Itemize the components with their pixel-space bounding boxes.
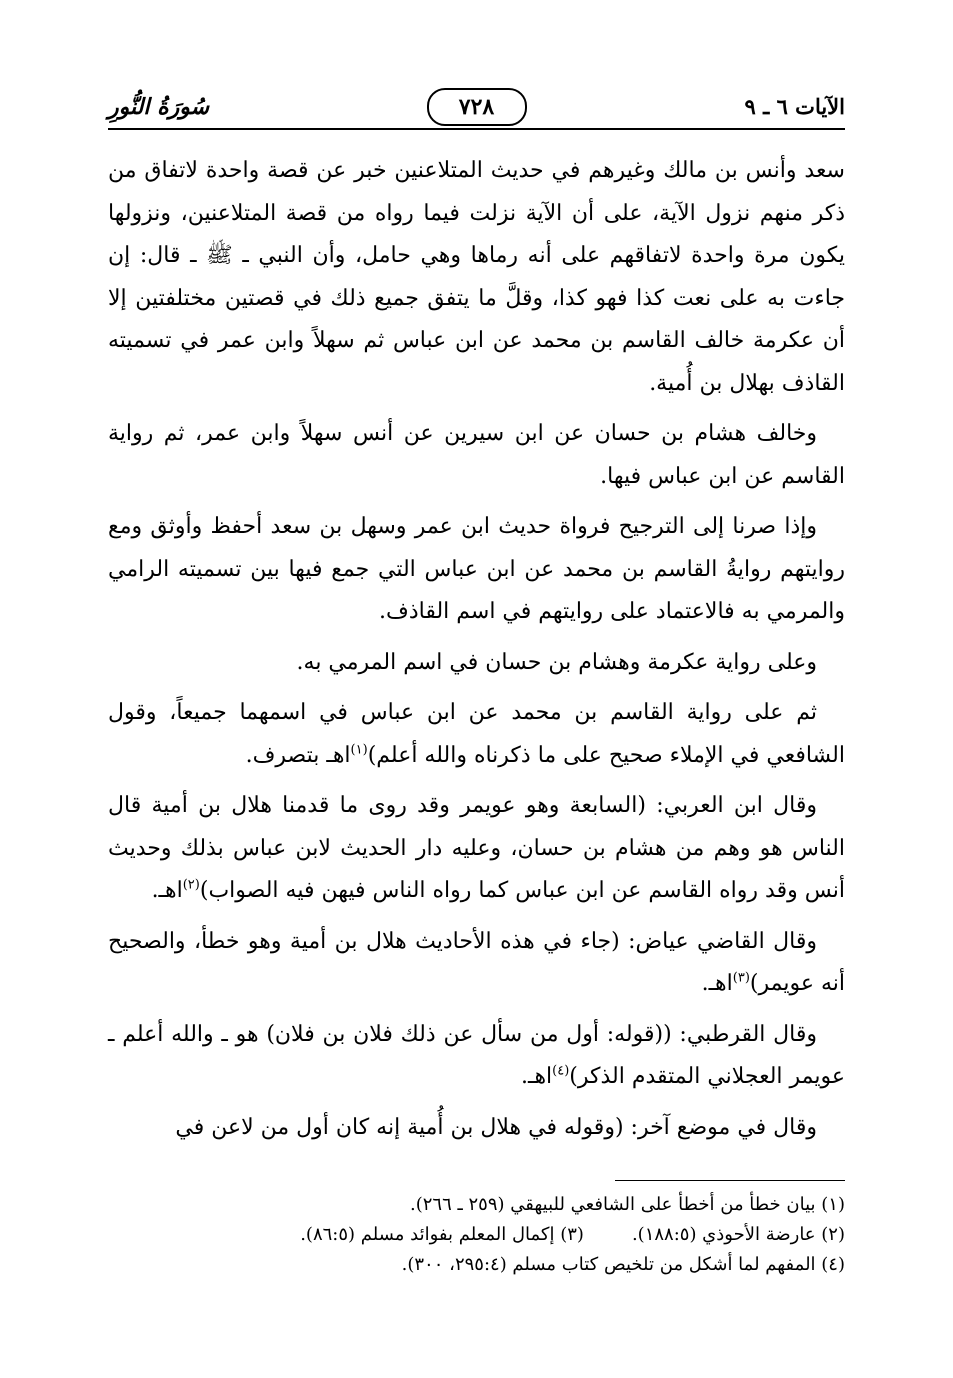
- paragraph-7: [108, 921, 845, 1006]
- footnote-ref-4[interactable]: (٤): [552, 1063, 570, 1079]
- paragraph-9: وقال في موضع آخر: (وقوله في هلال بن أُمية إنه كان أول من لاعن في: [175, 1114, 817, 1140]
- footnote-rule: [615, 1180, 845, 1181]
- footnote-row-2-3: [108, 1220, 845, 1250]
- paragraph-5-text: ثم على رواية القاسم بن محمد عن ابن عباس في اسمهما جميعاً، وقول الشافعي في الإملاء صحيح على ما ذكرناه والله أعلم): [108, 700, 845, 768]
- paragraph-4: وعلى رواية عكرمة وهشام بن حسان في اسم المرمي به.: [296, 649, 817, 675]
- page-header: [108, 88, 845, 132]
- paragraph-6-text: وقال ابن العربي: (السابعة وهو عويمر وقد روى ما قدمنا هلال بن أمية قال الناس هو وهم من هشام بن حسان، وعليه دار الحديث لابن عباس بذلك وحديث أنس وقد رواه القاسم عن ابن عباس كما رواه الناس فيهن فيه الصواب): [108, 793, 845, 903]
- surah-title: سُورَةُ النُّورِ: [108, 94, 210, 120]
- paragraph-7-text: وقال القاضي عياض: (جاء في هذه الأحاديث هلال بن أمية وهو خطأ، والصحيح أنه عويمر): [108, 928, 845, 996]
- main-text: [108, 150, 845, 1157]
- paragraph-8-tail: اهـ.: [521, 1064, 553, 1089]
- footnote-ref-3[interactable]: (٣): [732, 970, 750, 986]
- paragraph-3: وإذا صرنا إلى الترجيح فرواة حديث ابن عمر وسهل بن سعد أحفظ وأوثق ومع روايتهم روايةُ القاسم بن محمد عن ابن عباس التي جمع فيها بين تسميته الرامي والمرمي به فالاعتماد على روايتهم في اسم القاذف.: [108, 514, 845, 624]
- footnote-ref-2[interactable]: (٢): [182, 877, 200, 893]
- paragraph-7-tail: اهـ.: [701, 971, 733, 996]
- header-rule: [108, 128, 845, 130]
- paragraph-6-tail: اهـ.: [151, 878, 183, 903]
- paragraph-2: وخالف هشام بن حسان عن ابن سيرين عن أنس سهلاً وابن عمر، ثم رواية القاسم عن ابن عباس فيها.: [108, 421, 845, 489]
- footnote-ref-1[interactable]: (١): [350, 742, 368, 758]
- paragraph-8: [108, 1014, 845, 1099]
- paragraph-5: [108, 692, 845, 777]
- footnote-2: (٢) عارضة الأحوذي (١٨٨:٥).: [631, 1224, 845, 1245]
- paragraph-6: [108, 785, 845, 913]
- paragraph-8-text: وقال القرطبي: ((قوله: أول من سأل عن ذلك فلان بن فلان) هو ـ والله أعلم ـ عويمر العجلاني المتقدم الذكر): [108, 1021, 845, 1089]
- footnote-1: (١) بيان خطأ من أخطأ على الشافعي للبيهقي (٢٥٩ ـ ٢٦٦).: [410, 1194, 845, 1215]
- paragraph-5-tail: اهـ بتصرف.: [245, 742, 351, 768]
- footnotes: [108, 1190, 845, 1280]
- footnote-3: (٣) إكمال المعلم بفوائد مسلم (٨٦:٥).: [300, 1224, 584, 1245]
- verses-label: الآيات ٦ ـ ٩: [744, 94, 845, 119]
- page-number: ٧٢٨: [427, 88, 527, 126]
- footnote-4: (٤) المفهم لما أشكل من تلخيص كتاب مسلم (٢٩٥:٤، ٣٠٠).: [401, 1254, 845, 1275]
- paragraph-1: سعد وأنس بن مالك وغيرهم في حديث المتلاعنين خبر عن قصة واحدة لاتفاق من ذكر منهم نزول الآية، على أن الآية نزلت فيما رواه من قصة المتلاعنين، ونزولها يكون مرة واحدة لاتفاقهم على أنه رماها وهي حامل، وأن النبي ـ ﷺ ـ قال: إن جاءت به على نعت كذا فهو كذا، وقلَّ ما يتفق جميع ذلك في قصتين مختلفتين إلا أن عكرمة خالف القاسم بن محمد عن ابن عباس ثم سهلاً وابن عمر في تسميته القاذف بهلال بن أُمية.: [108, 158, 845, 396]
